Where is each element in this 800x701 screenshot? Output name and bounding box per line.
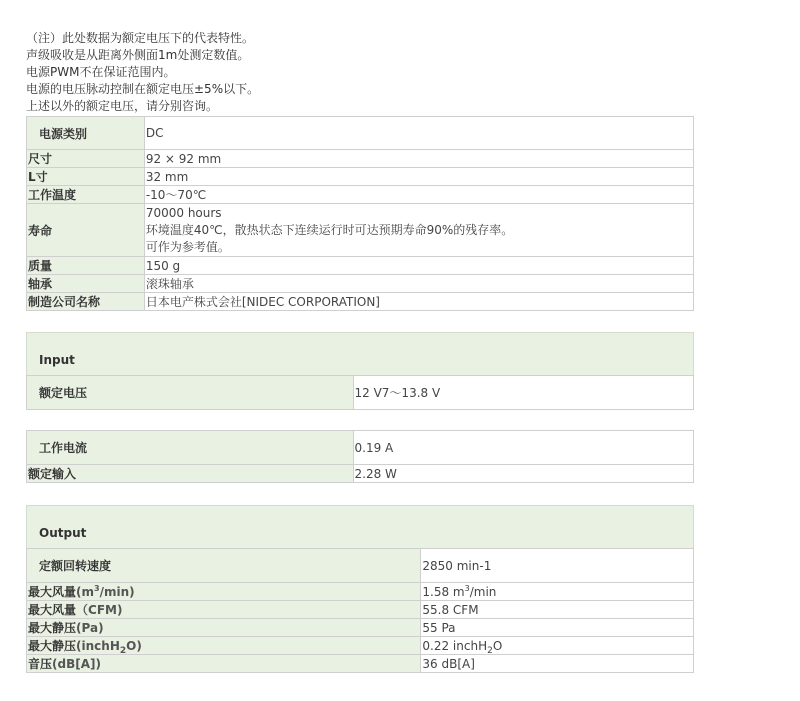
row-label xyxy=(27,655,421,673)
input-current-table xyxy=(26,430,694,483)
label-unit: (dB[A]) xyxy=(52,657,101,671)
row-label: 寿命 xyxy=(27,204,145,257)
row-value: 0.19 A xyxy=(353,431,694,465)
table-row xyxy=(27,431,694,465)
input-voltage-table xyxy=(26,375,694,410)
note-line: （注）此处数据为额定电压下的代表特性。 xyxy=(26,31,255,45)
row-label: 制造公司名称 xyxy=(27,293,145,311)
row-value: 2.28 W xyxy=(353,465,694,483)
output-section-header xyxy=(26,505,694,549)
row-value: 55.8 CFM xyxy=(421,601,694,619)
label-unit: $(m^3/\min)$ xyxy=(76,584,135,599)
life-line: 环境温度40℃，散热状态下连续运行时可达预期寿命90%的残存率。 xyxy=(145,222,514,237)
row-value: 2850 min-1 xyxy=(421,549,694,583)
life-line: 70000 hours xyxy=(145,205,222,220)
row-value: 滚珠轴承 xyxy=(144,275,693,293)
input-section-header xyxy=(26,332,694,376)
table-row xyxy=(27,549,694,583)
table-row xyxy=(27,168,694,186)
table-row xyxy=(27,619,694,637)
row-label: 电源类别 xyxy=(27,117,145,150)
table-row xyxy=(27,275,694,293)
row-value: 92 × 92 mm xyxy=(144,150,693,168)
label-unit: (Pa) xyxy=(76,621,104,635)
row-label: 额定输入 xyxy=(27,465,354,483)
note-line: 声级吸收是从距离外侧面1m处测定数值。 xyxy=(26,48,250,62)
table-row xyxy=(27,117,694,150)
row-value: 36 dB[A] xyxy=(421,655,694,673)
row-label: 尺寸 xyxy=(27,150,145,168)
life-line: 可作为参考值。 xyxy=(145,239,230,254)
label-unit: （CFM) xyxy=(76,603,123,617)
row-label xyxy=(27,637,421,655)
label-main: 最大风量 xyxy=(28,585,77,599)
label-main: 最大风量 xyxy=(28,603,77,617)
table-row xyxy=(27,637,694,655)
table-row xyxy=(27,293,694,311)
note-line: 电源的电压脉动控制在额定电压±5%以下。 xyxy=(26,82,260,96)
row-value: 32 mm xyxy=(144,168,693,186)
row-label: 工作温度 xyxy=(27,186,145,204)
note-line: 电源PWM不在保证范围内。 xyxy=(26,65,176,79)
notes-block xyxy=(26,30,259,115)
row-value: 55 Pa xyxy=(421,619,694,637)
output-spec-table xyxy=(26,548,694,673)
row-label: 质量 xyxy=(27,257,145,275)
general-spec-table xyxy=(26,116,694,311)
row-label: L寸 xyxy=(27,168,145,186)
input-section-title: Input xyxy=(39,353,75,367)
row-value xyxy=(144,204,693,257)
table-row xyxy=(27,655,694,673)
row-value: 150 g xyxy=(144,257,693,275)
row-label: 额定电压 xyxy=(27,376,354,410)
note-line: 上述以外的额定电压，请分别咨询。 xyxy=(26,99,219,113)
label-main: 音压 xyxy=(28,657,53,671)
label-main: 最大静压 xyxy=(28,621,77,635)
row-value: 12 V7～13.8 V xyxy=(353,376,694,410)
table-row xyxy=(27,583,694,601)
table-row xyxy=(27,376,694,410)
table-row xyxy=(27,204,694,257)
row-value: 0.22 inchH$_2$O xyxy=(421,637,694,655)
row-label: 轴承 xyxy=(27,275,145,293)
label-unit: (inchH$_2$O) xyxy=(76,639,142,656)
row-value: DC xyxy=(144,117,693,150)
row-value: 日本电产株式会社[NIDEC CORPORATION] xyxy=(144,293,693,311)
row-label: 工作电流 xyxy=(27,431,354,465)
row-label xyxy=(27,619,421,637)
table-row xyxy=(27,150,694,168)
table-row xyxy=(27,465,694,483)
row-value: 1.58 $m^3/\min$ xyxy=(421,583,694,601)
table-row xyxy=(27,257,694,275)
output-section-title: Output xyxy=(39,526,87,540)
table-row xyxy=(27,186,694,204)
row-label xyxy=(27,601,421,619)
row-label xyxy=(27,583,421,601)
table-row xyxy=(27,601,694,619)
label-main: 最大静压 xyxy=(28,639,77,653)
row-label: 定额回转速度 xyxy=(27,549,421,583)
row-value: -10～70℃ xyxy=(144,186,693,204)
